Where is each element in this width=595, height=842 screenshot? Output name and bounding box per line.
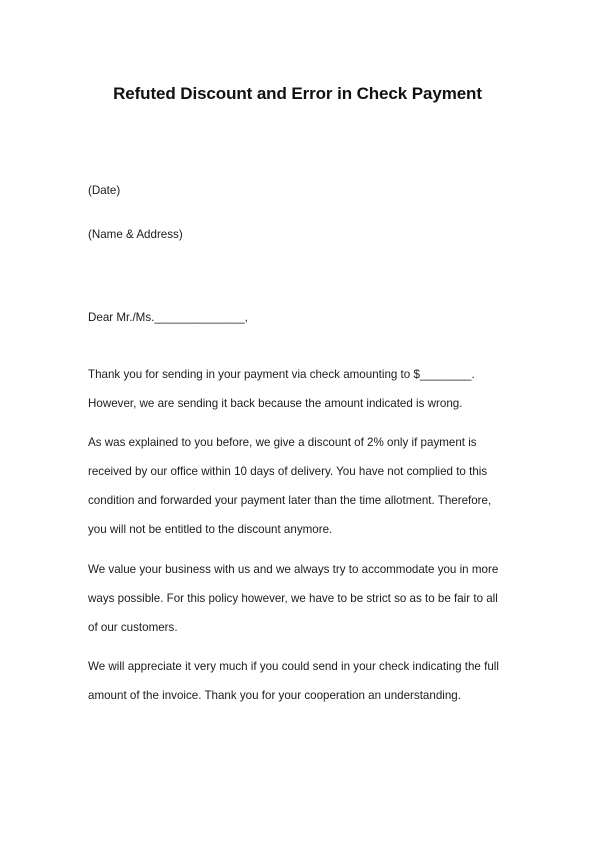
paragraph-line: As was explained to you before, we give a discount of 2% only if payment is <box>88 436 477 449</box>
date-placeholder: (Date) <box>88 184 121 197</box>
paragraph-line: Thank you for sending in your payment via check amounting to $________. <box>88 368 475 381</box>
paragraph-payment-returned <box>88 360 528 418</box>
recipient-placeholder: (Name & Address) <box>88 228 183 241</box>
paragraph-business-value <box>88 555 528 642</box>
document-title: Refuted Discount and Error in Check Payment <box>113 84 482 103</box>
paragraph-line: of our customers. <box>88 621 178 634</box>
paragraph-line: received by our office within 10 days of delivery. You have not complied to this <box>88 465 488 478</box>
paragraph-line: However, we are sending it back because the amount indicated is wrong. <box>88 397 463 410</box>
paragraph-line: ways possible. For this policy however, we have to be strict so as to be fair to all <box>88 592 498 605</box>
paragraph-discount-policy <box>88 428 528 544</box>
paragraph-line: We will appreciate it very much if you could send in your check indicating the full <box>88 660 499 673</box>
paragraph-line: amount of the invoice. Thank you for your cooperation an understanding. <box>88 689 461 702</box>
salutation: Dear Mr./Ms.______________, <box>88 311 248 324</box>
paragraph-line: condition and forwarded your payment later than the time allotment. Therefore, <box>88 494 492 507</box>
paragraph-line: you will not be entitled to the discount anymore. <box>88 523 333 536</box>
paragraph-closing-request <box>88 652 528 710</box>
paragraph-line: We value your business with us and we always try to accommodate you in more <box>88 563 499 576</box>
